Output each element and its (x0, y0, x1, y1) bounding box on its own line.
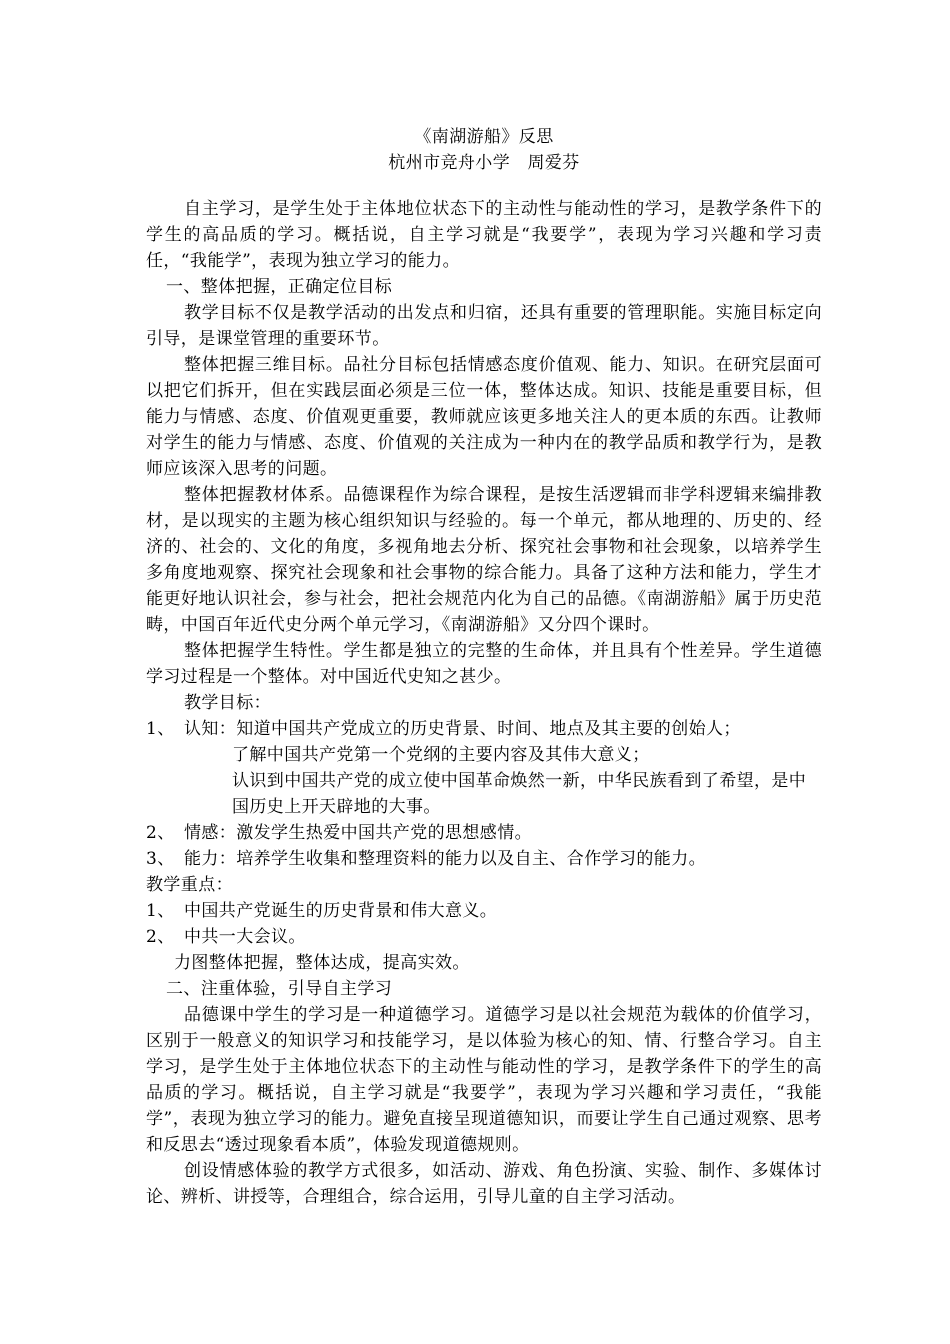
section2-paragraph-2: 创设情感体验的教学方式很多，如活动、游戏、角色扮演、实验、制作、多媒体讨论、辨析、讲授等，合理组合，综合运用，引导儿童的自主学习活动。 (146, 1161, 822, 1207)
section-heading-1: 一、整体把握，正确定位目标 (166, 277, 393, 297)
goals-label: 教学目标： (184, 693, 271, 713)
focus-number: 2、 (146, 927, 175, 947)
title-block (146, 124, 822, 176)
focus-item (146, 898, 822, 924)
intro-paragraph: 自主学习，是学生处于主体地位状态下的主动性与能动性的学习，是教学条件下的学生的高品质的学习。概括说，自主学习就是“我要学”，表现为学习兴趣和学习责任，“我能学”，表现为独立学习的能力。 (146, 199, 822, 271)
focus-summary: 力图整体把握，整体达成，提高实效。 (174, 953, 470, 973)
goal-number: 2、 (146, 823, 175, 843)
focus-item (146, 924, 822, 950)
author-line: 杭州市竞舟小学 周爱芬 (388, 153, 580, 173)
section1-paragraph-1: 教学目标不仅是教学活动的出发点和归宿，还具有重要的管理职能。实施目标定向引导，是课堂管理的重要环节。 (146, 303, 822, 349)
section2-paragraph-1: 品德课中学生的学习是一种道德学习。道德学习是以社会规范为载体的价值学习，区别于一般意义的知识学习和技能学习，是以体验为核心的知、情、行整合学习。自主学习，是学生处于主体地位状态下的主动性与能动性的学习，是教学条件下的学生的高品质的学习。概括说，自主学习就是“我要学”，表现为学习兴趣和学习责任，“我能学”，表现为独立学习的能力。避免直接呈现道德知识，而要让学生自己通过观察、思考和反思去“透过现象看本质”，体验发现道德规则。 (146, 1005, 822, 1155)
goal-subitem: 了解中国共产党第一个党纲的主要内容及其伟大意义； (232, 745, 650, 765)
goal-item (146, 820, 822, 846)
goal-number: 1、 (146, 719, 175, 739)
goal-item (146, 716, 822, 742)
goal-text: 情感：激发学生热爱中国共产党的思想感情。 (184, 823, 532, 843)
goal-item (146, 846, 822, 872)
section1-paragraph-4: 整体把握学生特性。学生都是独立的完整的生命体，并且具有个性差异。学生道德学习过程是一个整体。对中国近代史知之甚少。 (146, 641, 822, 687)
section-heading-2: 二、注重体验，引导自主学习 (166, 979, 393, 999)
focus-number: 1、 (146, 901, 175, 921)
goal-text: 认知：知道中国共产党成立的历史背景、时间、地点及其主要的创始人； (184, 719, 741, 739)
goal-number: 3、 (146, 849, 175, 869)
document-title: 《南湖游船》反思 (414, 127, 554, 147)
section1-paragraph-2: 整体把握三维目标。品社分目标包括情感态度价值观、能力、知识。在研究层面可以把它们拆开，但在实践层面必须是三位一体，整体达成。知识、技能是重要目标，但能力与情感、态度、价值观更重要，教师就应该更多地关注人的更本质的东西。让教师对学生的能力与情感、态度、价值观的关注成为一种内在的教学品质和教学行为，是教师应该深入思考的问题。 (146, 355, 822, 479)
focus-text: 中国共产党诞生的历史背景和伟大意义。 (184, 901, 498, 921)
goal-subitem: 认识到中国共产党的成立使中国革命焕然一新，中华民族看到了希望，是中国历史上开天辟地的大事。 (232, 771, 807, 817)
section1-paragraph-3: 整体把握教材体系。品德课程作为综合课程，是按生活逻辑而非学科逻辑来编排教材，是以现实的主题为核心组织知识与经验的。每一个单元，都从地理的、历史的、经济的、社会的、文化的角度，多视角地去分析、探究社会事物和社会现象，以培养学生多角度地观察、探究社会现象和社会事物的综合能力。具备了这种方法和能力，学生才能更好地认识社会，参与社会，把社会规范内化为自己的品德。《南湖游船》属于历史范畴，中国百年近代史分两个单元学习，《南湖游船》又分四个课时。 (146, 485, 822, 635)
goal-text: 能力：培养学生收集和整理资料的能力以及自主、合作学习的能力。 (184, 849, 706, 869)
focus-text: 中共一大会议。 (184, 927, 306, 947)
document-page (146, 124, 822, 1210)
focus-label: 教学重点： (146, 875, 233, 895)
